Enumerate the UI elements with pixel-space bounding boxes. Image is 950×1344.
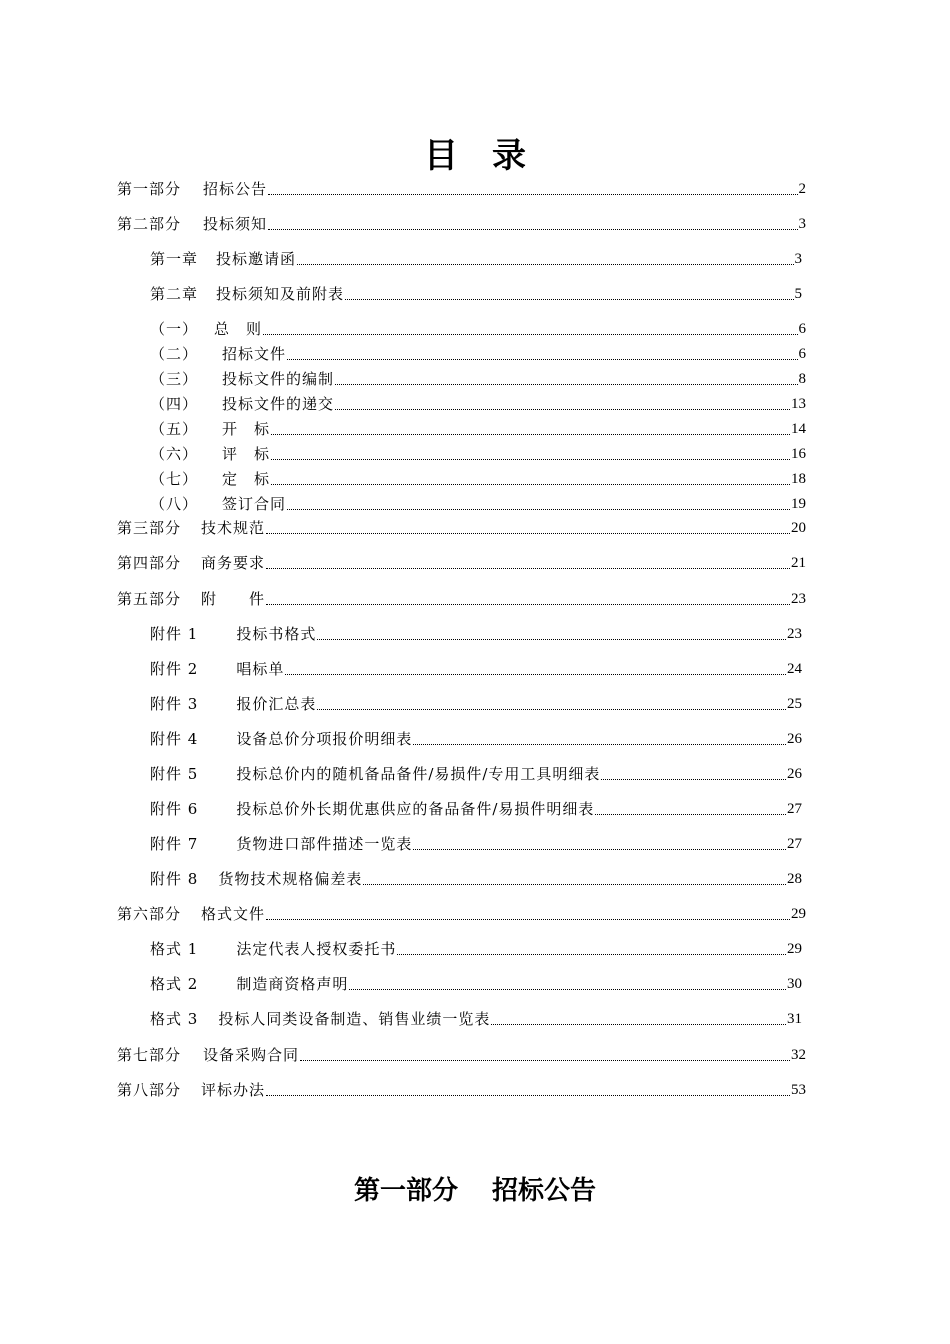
toc-entry-label (150, 285, 344, 303)
toc-entry-title: 制造商资格声明 (236, 975, 349, 993)
toc-entry-title: 设备总价分项报价明细表 (236, 730, 413, 748)
toc-leader-dots (317, 638, 786, 640)
toc-leader-dots (271, 433, 790, 435)
toc-entry-title: 开 标 (222, 420, 271, 438)
toc-page-number: 53 (791, 1082, 806, 1098)
toc-entry-title: 商务要求 (201, 554, 266, 572)
toc-entry-title: 投标须知 (203, 215, 268, 233)
toc-entry-number: 附件 1 (150, 625, 199, 643)
toc-page-number: 19 (791, 496, 806, 512)
toc-entry-title: 签订合同 (222, 495, 287, 513)
toc-entry-number: 第七部分 (117, 1046, 182, 1064)
toc-entry-number: 附件 6 (150, 800, 199, 818)
toc-page-number: 23 (787, 626, 802, 642)
toc-entry-label (150, 320, 262, 338)
toc-entry-label (150, 730, 412, 748)
toc-entry-title: 招标公告 (203, 180, 268, 198)
toc-entry[interactable] (117, 1077, 806, 1099)
toc-leader-dots (268, 193, 797, 195)
toc-entry-label (117, 180, 267, 198)
toc-leader-dots (263, 333, 797, 335)
toc-entry[interactable] (117, 176, 806, 198)
toc-entry-number: 第八部分 (117, 1081, 182, 1099)
toc-entry[interactable] (117, 515, 806, 537)
toc-page-number: 25 (787, 696, 802, 712)
toc-entry-number: 第六部分 (117, 905, 182, 923)
toc-entry[interactable] (150, 796, 802, 818)
toc-leader-dots (397, 953, 786, 955)
toc-leader-dots (317, 708, 786, 710)
toc-page-number: 3 (798, 216, 806, 232)
toc-entry-title: 评 标 (222, 445, 271, 463)
section-heading (0, 1170, 950, 1207)
toc-entry-title: 格式文件 (201, 905, 266, 923)
toc-entry-number: （八） (150, 495, 199, 513)
toc-title-part1: 目 (424, 136, 458, 176)
toc-leader-dots (266, 918, 790, 920)
toc-entry[interactable] (150, 366, 806, 388)
toc-entry-label (150, 625, 316, 643)
toc-entry-title: 总 则 (214, 320, 263, 338)
toc-entry-number: （一） (150, 320, 199, 338)
toc-entry[interactable] (117, 211, 806, 233)
toc-entry-label (150, 345, 286, 363)
toc-entry-number: 第四部分 (117, 554, 182, 572)
toc-entry[interactable] (117, 1042, 806, 1064)
toc-entry-number: （七） (150, 470, 199, 488)
toc-entry-title: 定 标 (222, 470, 271, 488)
toc-title-part2: 录 (492, 136, 526, 176)
toc-entry-title: 唱标单 (236, 660, 285, 678)
toc-entry[interactable] (150, 466, 806, 488)
toc-page-number: 26 (787, 766, 802, 782)
toc-entry-title: 投标邀请函 (216, 250, 297, 268)
toc-page-number: 26 (787, 731, 802, 747)
toc-entry[interactable] (150, 726, 802, 748)
toc-entry[interactable] (150, 316, 806, 338)
toc-leader-dots (266, 1094, 790, 1096)
toc-entry-number: 第五部分 (117, 590, 182, 608)
toc-entry-title: 投标总价内的随机备品备件/易损件/专用工具明细表 (236, 765, 601, 783)
toc-page-number: 6 (798, 321, 806, 337)
toc-page-number: 5 (794, 286, 802, 302)
toc-leader-dots (266, 532, 790, 534)
toc-entry[interactable] (150, 831, 802, 853)
toc-entry-number: 附件 4 (150, 730, 199, 748)
toc-entry-title: 投标人同类设备制造、销售业绩一览表 (218, 1010, 491, 1028)
toc-entry-number: 附件 7 (150, 835, 199, 853)
toc-leader-dots (287, 508, 790, 510)
toc-entry-number: （二） (150, 345, 199, 363)
toc-entry-label (117, 215, 267, 233)
toc-entry-number: 附件 3 (150, 695, 199, 713)
toc-entry-label (150, 250, 296, 268)
toc-entry-number: 第三部分 (117, 519, 182, 537)
toc-entry-title: 投标总价外长期优惠供应的备品备件/易损件明细表 (236, 800, 595, 818)
toc-entry-title: 法定代表人授权委托书 (236, 940, 397, 958)
toc-entry-title: 投标书格式 (236, 625, 317, 643)
toc-page-number: 24 (787, 661, 802, 677)
toc-entry[interactable] (150, 441, 806, 463)
toc-entry-label (150, 445, 270, 463)
toc-entry-label (117, 519, 265, 537)
toc-leader-dots (268, 228, 797, 230)
toc-entry-title: 货物技术规格偏差表 (218, 870, 363, 888)
toc-entry-label (150, 975, 348, 993)
toc-entry-number: 第二章 (150, 285, 199, 303)
toc-page-number: 18 (791, 471, 806, 487)
toc-entry-number: （六） (150, 445, 199, 463)
toc-leader-dots (601, 778, 786, 780)
toc-entry-number: （四） (150, 395, 199, 413)
toc-entry-label (117, 905, 265, 923)
toc-entry-label (150, 870, 362, 888)
toc-entry[interactable] (150, 866, 802, 888)
toc-page-number: 29 (791, 906, 806, 922)
toc-page-number: 20 (791, 520, 806, 536)
toc-entry[interactable] (150, 656, 802, 678)
toc-entry-number: 第二部分 (117, 215, 182, 233)
toc-entry-number: （五） (150, 420, 199, 438)
toc-entry[interactable] (150, 281, 802, 303)
section-heading-part: 第一部分 (353, 1176, 458, 1206)
toc-page-number: 27 (787, 836, 802, 852)
toc-entry[interactable] (150, 416, 806, 438)
toc-entry-title: 投标须知及前附表 (216, 285, 345, 303)
toc-entry-label (117, 1046, 299, 1064)
toc-leader-dots (300, 1059, 790, 1061)
toc-entry-title: 报价汇总表 (236, 695, 317, 713)
toc-entry-number: 附件 2 (150, 660, 199, 678)
section-heading-title: 招标公告 (492, 1176, 597, 1206)
toc-entry-number: 第一部分 (117, 180, 182, 198)
toc-page-number: 28 (787, 871, 802, 887)
toc-leader-dots (271, 458, 790, 460)
toc-entry-label (150, 940, 396, 958)
toc-entry[interactable] (117, 586, 806, 608)
toc-leader-dots (335, 408, 790, 410)
toc-leader-dots (266, 567, 790, 569)
toc-entry-title: 附 件 (201, 590, 266, 608)
toc-entry-label (150, 800, 594, 818)
toc-page-number: 27 (787, 801, 802, 817)
toc-leader-dots (285, 673, 786, 675)
toc-entry[interactable] (150, 761, 802, 783)
toc-page-number: 29 (787, 941, 802, 957)
toc-leader-dots (271, 483, 790, 485)
toc-entry[interactable] (150, 971, 802, 993)
toc-entry[interactable] (150, 391, 806, 413)
toc-leader-dots (413, 743, 786, 745)
toc-entry[interactable] (150, 491, 806, 513)
toc-entry-label (150, 765, 600, 783)
toc-entry-label (150, 1010, 490, 1028)
toc-entry-number: 格式 1 (150, 940, 199, 958)
toc-leader-dots (345, 298, 793, 300)
toc-page-number: 21 (791, 555, 806, 571)
toc-page-number: 13 (791, 396, 806, 412)
toc-page-number: 6 (798, 346, 806, 362)
toc-entry[interactable] (150, 691, 802, 713)
toc-entry-title: 技术规范 (201, 519, 266, 537)
toc-entry-number: 附件 8 (150, 870, 199, 888)
toc-entry-number: 格式 3 (150, 1010, 199, 1028)
toc-entry-label (150, 395, 334, 413)
toc-entry-label (150, 695, 316, 713)
toc-page-number: 30 (787, 976, 802, 992)
toc-entry-label (150, 470, 270, 488)
toc-entry-number: 格式 2 (150, 975, 199, 993)
toc-entry-label (150, 420, 270, 438)
toc-leader-dots (335, 383, 797, 385)
toc-leader-dots (595, 813, 786, 815)
toc-page-number: 31 (787, 1011, 802, 1027)
toc-entry-number: （三） (150, 370, 199, 388)
toc-entry-label (117, 554, 265, 572)
toc-entry-label (150, 495, 286, 513)
toc-leader-dots (297, 263, 793, 265)
toc-entry-title: 招标文件 (222, 345, 287, 363)
toc-page-number: 16 (791, 446, 806, 462)
toc-entry-label (150, 370, 334, 388)
toc-entry[interactable] (117, 901, 806, 923)
toc-entry[interactable] (150, 621, 802, 643)
toc-entry-title: 投标文件的递交 (222, 395, 335, 413)
toc-leader-dots (287, 358, 797, 360)
toc-entry-label (117, 590, 265, 608)
toc-entry-label (150, 835, 412, 853)
toc-entry-title: 货物进口部件描述一览表 (236, 835, 413, 853)
toc-page-number: 3 (794, 251, 802, 267)
toc-leader-dots (491, 1023, 786, 1025)
toc-leader-dots (349, 988, 786, 990)
toc-page-number: 32 (791, 1047, 806, 1063)
toc-entry-title: 设备采购合同 (203, 1046, 300, 1064)
toc-leader-dots (413, 848, 786, 850)
toc-title (0, 128, 950, 177)
toc-page-number: 2 (798, 181, 806, 197)
toc-entry[interactable] (150, 341, 806, 363)
toc-entry[interactable] (150, 246, 802, 268)
toc-page-number: 8 (798, 371, 806, 387)
toc-leader-dots (266, 603, 790, 605)
toc-entry-title: 评标办法 (201, 1081, 266, 1099)
toc-entry-label (150, 660, 284, 678)
toc-page-number: 14 (791, 421, 806, 437)
toc-leader-dots (363, 883, 786, 885)
toc-entry[interactable] (117, 550, 806, 572)
toc-entry-number: 第一章 (150, 250, 199, 268)
toc-entry-number: 附件 5 (150, 765, 199, 783)
toc-entry[interactable] (150, 1006, 802, 1028)
toc-page-number: 23 (791, 591, 806, 607)
toc-entry[interactable] (150, 936, 802, 958)
toc-entry-title: 投标文件的编制 (222, 370, 335, 388)
toc-entry-label (117, 1081, 265, 1099)
